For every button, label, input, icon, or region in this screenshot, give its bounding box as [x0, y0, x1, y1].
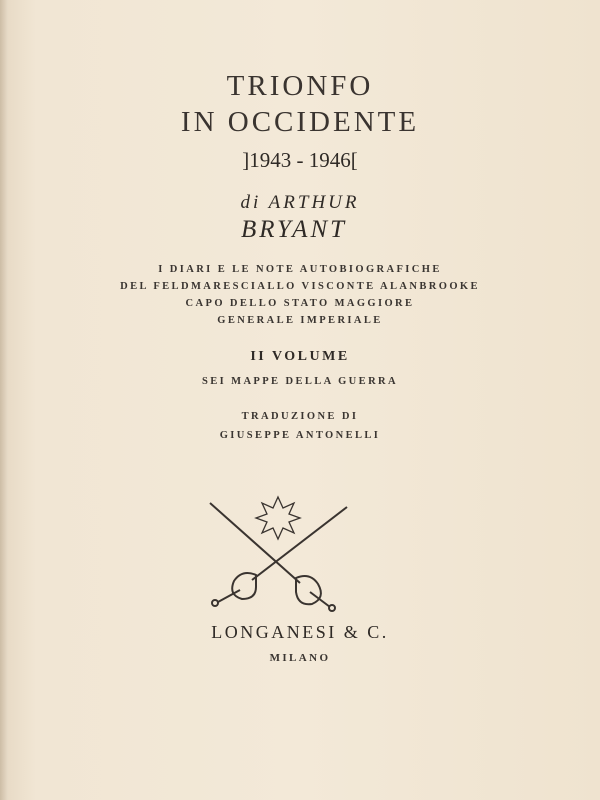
sword-right-guard — [232, 573, 256, 599]
sword-left-blade — [210, 503, 300, 583]
years: ]1943 - 1946[ — [242, 148, 358, 172]
publisher: LONGANESI & C. — [211, 622, 389, 642]
volume: II VOLUME — [250, 349, 350, 364]
author-prefix: di ARTHUR — [240, 192, 360, 213]
star-icon — [256, 497, 300, 539]
translator-name: GIUSEPPE ANTONELLI — [219, 430, 381, 441]
author-surname: BRYANT — [240, 216, 348, 243]
maps-note: SEI MAPPE DELLA GUERRA — [201, 376, 399, 387]
subtitle-line-2: DEL FELDMARESCIALLO VISCONTE ALANBROOKE — [120, 281, 480, 292]
subtitle-line-3: CAPO DELLO STATO MAGGIORE — [185, 298, 415, 309]
translation-label: TRADUZIONE DI — [241, 411, 359, 422]
sword-left-guard — [296, 576, 321, 604]
city: MILANO — [269, 652, 331, 664]
subtitle-line-4: GENERALE IMPERIALE — [217, 315, 383, 326]
title-line-1: TRIONFO — [226, 70, 374, 102]
title-line-2: IN OCCIDENTE — [180, 106, 420, 138]
subtitle-line-1: I DIARI E LE NOTE AUTOBIOGRAFICHE — [158, 264, 442, 275]
